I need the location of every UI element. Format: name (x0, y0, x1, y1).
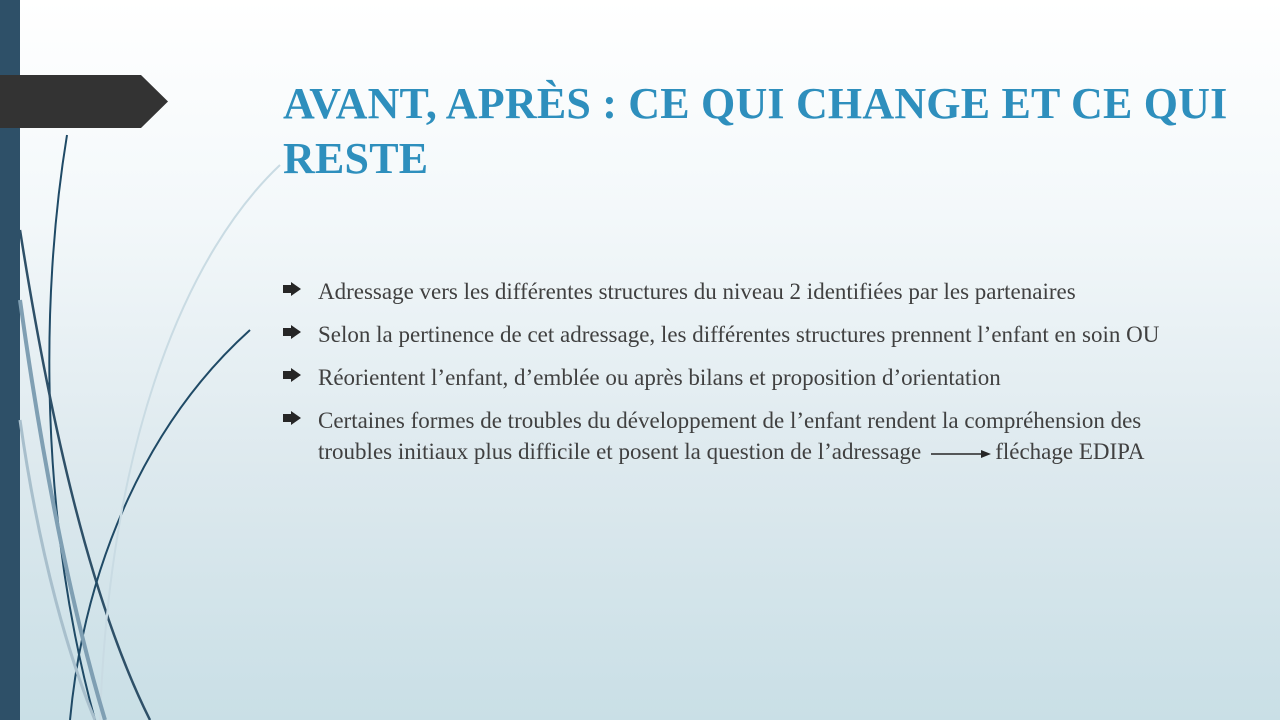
bullet-item (283, 362, 1213, 393)
bullet-text: Certaines formes de troubles du développement de l’enfant rendent la compréhension des troubles initiaux plus difficile et posent la question de l’adressage (318, 408, 1142, 464)
long-right-arrow-icon (931, 448, 991, 460)
bullet-item (283, 405, 1213, 467)
bullet-list (283, 276, 1213, 479)
slide-title: AVANT, APRÈS : CE QUI CHANGE ET CE QUI RESTE (283, 79, 1228, 183)
bullet-text: Selon la pertinence de cet adressage, les différentes structures prennent l’enfant en soin OU (318, 322, 1160, 347)
right-pointing-hand-icon (283, 368, 301, 382)
right-pointing-hand-icon (283, 325, 301, 339)
bullet-text: Adressage vers les différentes structures du niveau 2 identifiées par les partenaires (318, 279, 1076, 304)
bullet-item (283, 276, 1213, 307)
right-pointing-hand-icon (283, 411, 301, 425)
bullet-text: Réorientent l’enfant, d’emblée ou après bilans et proposition d’orientation (318, 365, 1001, 390)
title-tab-arrow (0, 75, 168, 128)
right-pointing-hand-icon (283, 282, 301, 296)
bullet-item (283, 319, 1213, 350)
bullet-text-suffix: fléchage EDIPA (995, 439, 1145, 464)
